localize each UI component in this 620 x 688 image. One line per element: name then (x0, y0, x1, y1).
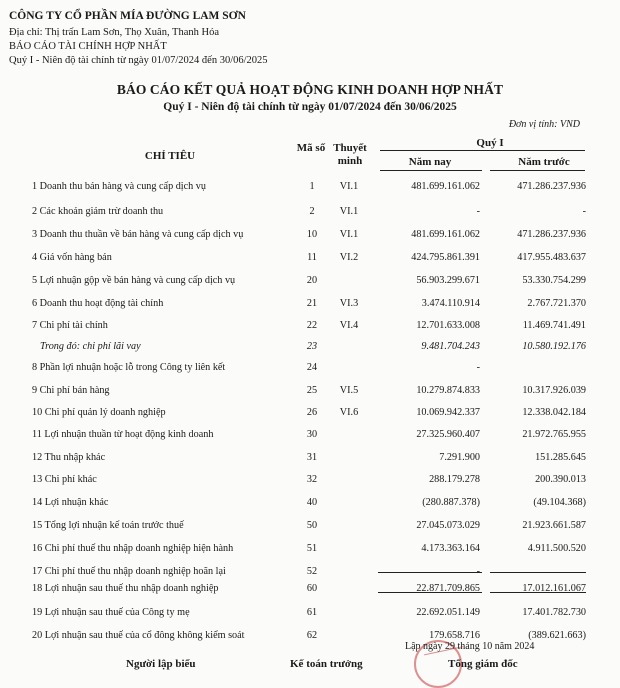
row-label: 12 Thu nhập khác (32, 452, 106, 463)
row-label: 2 Các khoản giảm trừ doanh thu (32, 206, 164, 217)
column-header-current: Năm nay (408, 156, 452, 168)
column-header-previous: Năm trước (518, 156, 570, 168)
row-code: 26 (306, 407, 318, 418)
row-code: 52 (306, 566, 318, 577)
row-note: VI.1 (339, 181, 359, 192)
row-label: 6 Doanh thu hoạt động tài chính (32, 298, 164, 309)
row-code: 23 (306, 341, 318, 352)
company-name: CÔNG TY CỔ PHẦN MÍA ĐƯỜNG LAM SƠN (9, 10, 246, 22)
table-row (0, 384, 620, 398)
column-header-item: CHỈ TIÊU (144, 150, 196, 162)
table-row (0, 180, 620, 194)
row-current-value: 22.692.051.149 (416, 607, 480, 618)
company-address: Địa chỉ: Thị trấn Lam Sơn, Thọ Xuân, Thanh Hóa (9, 27, 219, 38)
row-code: 20 (306, 275, 318, 286)
column-header-quarter: Quý I (476, 137, 504, 149)
column-header-code: Mã số (296, 142, 326, 154)
table-row (0, 251, 620, 265)
row-label: 9 Chi phí bán hàng (32, 385, 110, 396)
row-current-value: 10.279.874.833 (416, 385, 480, 396)
row-current-value: (280.887.378) (422, 497, 480, 508)
row-code: 40 (306, 497, 318, 508)
row-current-value: 179.658.716 (429, 630, 480, 641)
report-title: BÁO CÁO KẾT QUẢ HOẠT ĐỘNG KINH DOANH HỢP NHẤT (116, 82, 504, 97)
row-code: 51 (306, 543, 318, 554)
row-current-value: 10.069.942.337 (416, 407, 480, 418)
row-current-value: 288.179.278 (429, 474, 480, 485)
row-code: 11 (307, 252, 317, 263)
signature-accountant: Kế toán trưởng (290, 658, 363, 670)
row-label: 18 Lợi nhuận sau thuế thu nhập doanh nghiệp (32, 583, 219, 594)
row-previous-value: 4.911.500.520 (527, 543, 586, 554)
row-code: 31 (306, 452, 318, 463)
table-row (0, 582, 620, 596)
row-previous-value: 10.317.926.039 (522, 385, 586, 396)
row-note: VI.4 (339, 320, 359, 331)
row-previous-value: 11.469.741.491 (522, 320, 586, 331)
row-previous-value: (49.104.368) (533, 497, 586, 508)
row-previous-value: 17.401.782.730 (522, 607, 586, 618)
row-code: 10 (306, 229, 318, 240)
signature-preparer: Người lập biểu (126, 658, 196, 670)
row-previous-value: 151.285.645 (535, 452, 586, 463)
row-previous-value: 17.012.161.067 (522, 583, 586, 594)
row-note: VI.5 (339, 385, 359, 396)
row-previous-value: - (582, 206, 586, 217)
row-code: 32 (306, 474, 318, 485)
row-previous-value: 21.972.765.955 (522, 429, 586, 440)
row-label: 8 Phần lợi nhuận hoặc lỗ trong Công ty liên kết (32, 362, 226, 373)
row-label: 11 Lợi nhuận thuần từ hoạt động kinh doanh (32, 429, 214, 440)
row-label: 10 Chi phí quản lý doanh nghiệp (32, 407, 166, 418)
row-current-value: 424.795.861.391 (411, 252, 480, 263)
row-current-value: 7.291.900 (439, 452, 480, 463)
row-label: 17 Chi phí thuế thu nhập doanh nghiệp hoãn lại (32, 566, 226, 577)
report-period: Quý I - Niên độ tài chính từ ngày 01/07/2024 đến 30/06/2025 (9, 55, 268, 66)
row-label: 7 Chi phí tài chính (32, 320, 108, 331)
report-type: BÁO CÁO TÀI CHÍNH HỢP NHẤT (9, 41, 167, 52)
row-previous-value: 10.580.192.176 (522, 341, 586, 352)
row-note: VI.6 (339, 407, 359, 418)
row-label: 20 Lợi nhuận sau thuế của cổ đông không kiểm soát (32, 630, 245, 641)
table-row (0, 228, 620, 242)
row-previous-value: 200.390.013 (535, 474, 586, 485)
row-code: 22 (306, 320, 318, 331)
table-row (0, 205, 620, 219)
currency-unit: Đơn vị tính: VND (508, 119, 580, 130)
row-previous-value: 471.286.237.936 (517, 181, 586, 192)
row-code: 61 (306, 607, 318, 618)
table-row (0, 361, 620, 375)
row-label: 3 Doanh thu thuần về bán hàng và cung cấp dịch vụ (32, 229, 244, 240)
row-label: 16 Chi phí thuế thu nhập doanh nghiệp hiện hành (32, 543, 234, 554)
table-row (0, 340, 620, 354)
row-code: 21 (306, 298, 318, 309)
row-label: 14 Lợi nhuận khác (32, 497, 109, 508)
double-rule-previous (490, 592, 586, 593)
row-label: 5 Lợi nhuận gộp về bán hàng và cung cấp dịch vụ (32, 275, 236, 286)
row-previous-value: 417.955.483.637 (517, 252, 586, 263)
double-rule-current (378, 592, 482, 593)
table-row (0, 473, 620, 487)
row-label: 1 Doanh thu bán hàng và cung cấp dịch vụ (32, 181, 206, 192)
row-current-value: 4.173.363.164 (421, 543, 480, 554)
row-note: VI.1 (339, 229, 359, 240)
table-row (0, 542, 620, 556)
row-current-value: 22.871.709.865 (416, 583, 480, 594)
row-current-value: - (476, 362, 480, 373)
row-code: 62 (306, 630, 318, 641)
quarter-rule (380, 150, 585, 151)
table-row (0, 606, 620, 620)
row-previous-value: 2.767.721.370 (527, 298, 586, 309)
row-current-value: 56.903.299.671 (416, 275, 480, 286)
row-label: 13 Chi phí khác (32, 474, 97, 485)
row-current-value: 481.699.161.062 (411, 181, 480, 192)
row-current-value: 9.481.704.243 (421, 341, 480, 352)
row-previous-value: 21.923.661.587 (522, 520, 586, 531)
row-previous-value: 53.330.754.299 (522, 275, 586, 286)
row-code: 25 (306, 385, 318, 396)
row-previous-value: (389.621.663) (528, 630, 586, 641)
row-label: 15 Tổng lợi nhuận kế toán trước thuế (32, 520, 184, 531)
row-code: 2 (309, 206, 315, 217)
row-code: 24 (306, 362, 318, 373)
row-code: 50 (306, 520, 318, 531)
row-current-value: - (476, 206, 480, 217)
row-current-value: 12.701.633.008 (416, 320, 480, 331)
signature-director: Tổng giám đốc (448, 658, 518, 670)
table-row (0, 451, 620, 465)
row-label: Trong đó: chi phí lãi vay (40, 341, 141, 352)
row-previous-value: 471.286.237.936 (517, 229, 586, 240)
report-subtitle: Quý I - Niên độ tài chính từ ngày 01/07/2024 đến 30/06/2025 (163, 101, 457, 113)
row-current-value: 27.325.960.407 (416, 429, 480, 440)
total-rule-previous (490, 572, 586, 573)
table-row (0, 519, 620, 533)
signing-date: Lập ngày 29 tháng 10 năm 2024 (405, 641, 535, 652)
table-row (0, 319, 620, 333)
table-row (0, 496, 620, 510)
column-header-note: Thuyết minh (333, 142, 367, 167)
header-rule-previous (490, 170, 585, 171)
row-note: VI.2 (339, 252, 359, 263)
row-code: 1 (309, 181, 315, 192)
row-code: 60 (306, 583, 318, 594)
row-note: VI.1 (339, 206, 359, 217)
table-row (0, 428, 620, 442)
row-note: VI.3 (339, 298, 359, 309)
header-rule-current (380, 170, 482, 171)
row-label: 4 Giá vốn hàng bán (32, 252, 112, 263)
row-label: 19 Lợi nhuận sau thuế của Công ty mẹ (32, 607, 190, 618)
table-row (0, 297, 620, 311)
row-current-value: 481.699.161.062 (411, 229, 480, 240)
row-previous-value: 12.338.042.184 (522, 407, 586, 418)
row-current-value: - (476, 566, 480, 577)
row-current-value: 3.474.110.914 (421, 298, 480, 309)
table-row (0, 406, 620, 420)
row-code: 30 (306, 429, 318, 440)
row-current-value: 27.045.073.029 (416, 520, 480, 531)
table-row (0, 274, 620, 288)
total-rule-current (378, 572, 482, 573)
